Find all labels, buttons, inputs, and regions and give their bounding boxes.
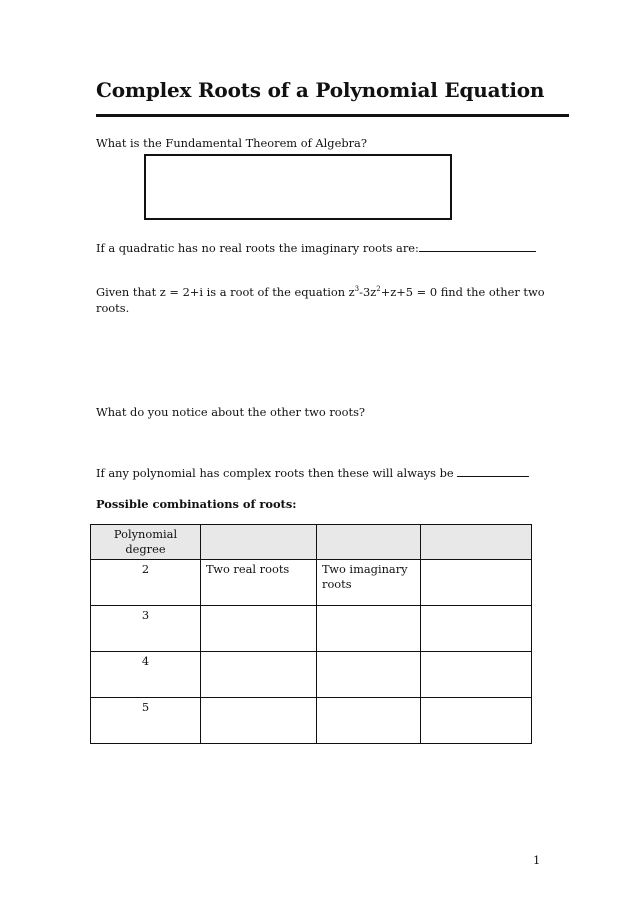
table-cell[interactable] [201, 698, 317, 744]
table-cell[interactable] [421, 698, 532, 744]
question-notice-roots: What do you notice about the other two roots? [96, 405, 366, 419]
table-cell[interactable] [421, 606, 532, 652]
table-cell-degree: 2 [91, 560, 201, 606]
table-cell[interactable] [201, 606, 317, 652]
table-cell-degree: 4 [91, 652, 201, 698]
exponent-2: 2 [376, 285, 381, 293]
table-cell[interactable] [317, 606, 421, 652]
page-title: Complex Roots of a Polynomial Equation [96, 78, 545, 102]
combinations-heading: Possible combinations of roots: [96, 497, 297, 511]
table-row [91, 606, 532, 652]
question-quadratic-roots [96, 240, 536, 256]
answer-box[interactable] [144, 154, 452, 220]
table-cell-degree: 3 [91, 606, 201, 652]
table-cell[interactable] [421, 560, 532, 606]
page-number: 1 [533, 853, 541, 867]
question-complex-roots [96, 465, 529, 481]
question-given-root-text-3: +z+5 = 0 find the other two [380, 285, 545, 299]
question-complex-roots-text: If any polynomial has complex roots then these will always be [96, 466, 454, 480]
table-header-cell[interactable] [317, 525, 421, 560]
table-header-cell[interactable] [201, 525, 317, 560]
exponent-3: 3 [354, 285, 360, 293]
table-cell: Two imaginary roots [317, 560, 421, 606]
table-cell[interactable] [317, 652, 421, 698]
table-row [91, 652, 532, 698]
question-given-root-line2: roots. [96, 301, 130, 315]
table-cell-degree: 5 [91, 698, 201, 744]
question-given-root-text-1: Given that z = 2+i is a root of the equation z [96, 285, 355, 299]
table-header-cell: Polynomial degree [91, 525, 201, 560]
question-quadratic-text: If a quadratic has no real roots the imaginary roots are: [96, 241, 419, 255]
table-header-cell[interactable] [421, 525, 532, 560]
answer-blank-complex[interactable] [457, 466, 529, 477]
answer-blank-quadratic[interactable] [419, 241, 536, 252]
table-header-row [91, 525, 532, 560]
table-row [91, 698, 532, 744]
table-row [91, 560, 532, 606]
table-cell[interactable] [317, 698, 421, 744]
table-cell[interactable] [201, 652, 317, 698]
question-given-root [96, 284, 545, 300]
question-given-root-text-2: -3z [359, 285, 377, 299]
roots-table [90, 524, 532, 744]
question-fundamental-theorem: What is the Fundamental Theorem of Algebra? [96, 136, 367, 150]
table-cell[interactable] [421, 652, 532, 698]
table-cell: Two real roots [201, 560, 317, 606]
title-underline [96, 114, 569, 117]
